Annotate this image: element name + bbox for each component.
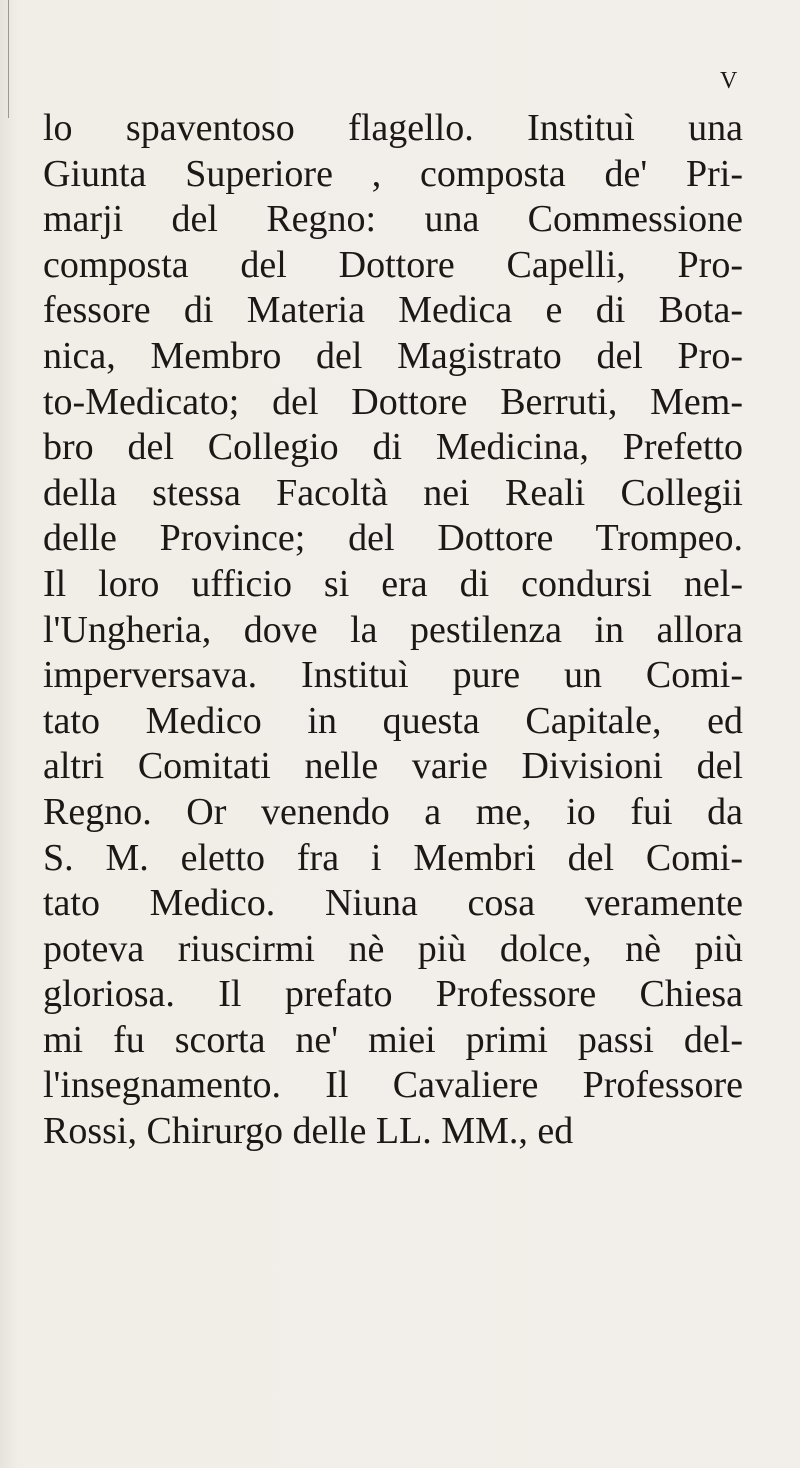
text-line: l'insegnamento. Il Cavaliere Professore [43,1064,743,1107]
text-line: Giunta Superiore , composta de' Pri- [43,152,743,195]
text-line: altri Comitati nelle varie Divisioni del [43,745,743,788]
body-text [43,106,743,1155]
text-line: fessore di Materia Medica e di Bota- [43,289,743,332]
text-line: tato Medico. Niuna cosa veramente [43,882,743,925]
page-edge-line [8,0,9,118]
text-line: Rossi, Chirurgo delle LL. MM., ed [43,1110,574,1153]
text-line: nica, Membro del Magistrato del Pro- [43,334,743,377]
text-line: imperversava. Instituì pure un Comi- [43,654,743,697]
text-line: Regno. Or venendo a me, io fui da [43,790,743,833]
page-number: V [720,68,739,94]
text-line: mi fu scorta ne' miei primi passi del- [43,1018,743,1061]
text-line: lo spaventoso flagello. Instituì una [43,107,743,149]
text-line: delle Province; del Dottore Trompeo. [43,517,743,560]
text-line: bro del Collegio di Medicina, Prefetto [43,426,743,469]
text-line: S. M. eletto fra i Membri del Comi- [43,836,743,879]
text-line: marji del Regno: una Commessione [43,198,743,241]
text-line: della stessa Facoltà nei Reali Collegii [43,471,743,514]
text-line: poteva riuscirmi nè più dolce, nè più [43,927,743,970]
text-line: tato Medico in questa Capitale, ed [43,699,743,742]
text-line: to-Medicato; del Dottore Berruti, Mem- [43,380,743,423]
text-line: gloriosa. Il prefato Professore Chiesa [43,973,743,1016]
text-line: l'Ungheria, dove la pestilenza in allora [43,608,743,651]
text-line: Il loro ufficio si era di condursi nel- [43,562,743,605]
text-line: composta del Dottore Capelli, Pro- [43,243,743,286]
